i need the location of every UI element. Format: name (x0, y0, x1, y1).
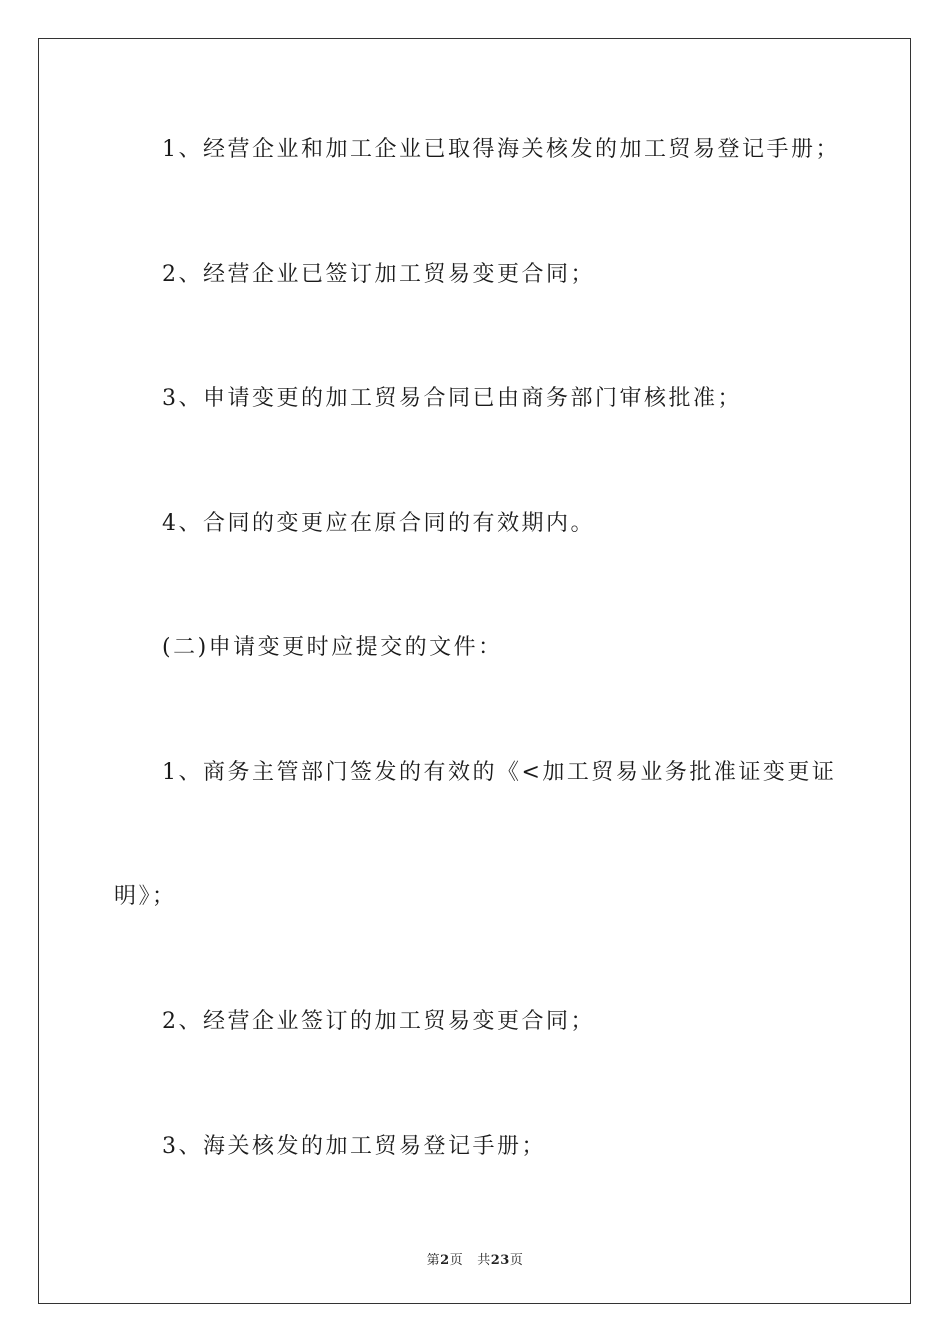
footer-total-prefix: 共 (477, 1253, 491, 1268)
footer-page-suffix: 页 (449, 1253, 464, 1268)
paragraph-line: 1、经营企业和加工企业已取得海关核发的加工贸易登记手册； (162, 137, 840, 162)
footer-page-current: 2 (440, 1253, 450, 1268)
section-heading: (二)申请变更时应提交的文件： (162, 635, 503, 660)
footer-total-suffix: 页 (509, 1253, 524, 1268)
paragraph-line: 明》； (114, 884, 177, 909)
page-frame (38, 38, 911, 1304)
paragraph-line: 3、海关核发的加工贸易登记手册； (162, 1134, 546, 1159)
paragraph-line: 2、经营企业已签订加工贸易变更合同； (162, 262, 595, 287)
page-footer (0, 1249, 950, 1268)
paragraph-line: 3、申请变更的加工贸易合同已由商务部门审核批准； (162, 386, 742, 411)
footer-page-prefix: 第 (426, 1253, 441, 1268)
footer-page-total: 23 (490, 1253, 510, 1268)
paragraph-line: 2、经营企业签订的加工贸易变更合同； (162, 1009, 595, 1034)
paragraph-line: 1、商务主管部门签发的有效的《<加工贸易业务批准证变更证 (162, 760, 837, 785)
paragraph-line: 4、合同的变更应在原合同的有效期内。 (162, 511, 595, 536)
